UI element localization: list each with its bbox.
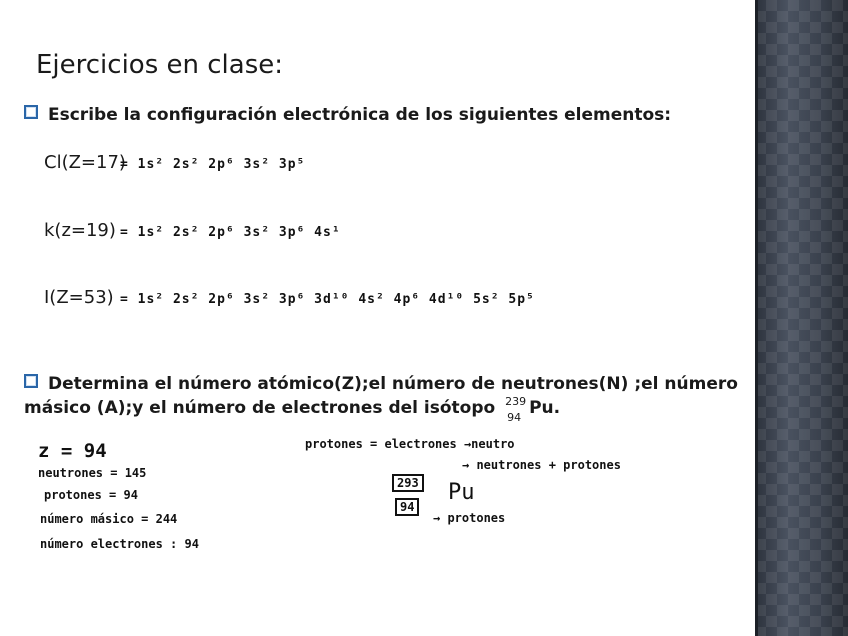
- isotope-mass: 239: [505, 395, 527, 408]
- isotope-symbol: Pu.: [529, 398, 561, 418]
- hw-box-bottom: 94: [395, 498, 419, 516]
- hw-arrow-top: → neutrones + protones: [462, 458, 621, 472]
- sidebar-edge: [755, 0, 758, 636]
- hw-arrow-bottom: → protones: [433, 511, 506, 525]
- checkbox-bullet-icon: [24, 105, 38, 119]
- hw-neutrones: neutrones = 145: [38, 466, 147, 480]
- isotope-number: 94: [507, 411, 522, 424]
- bullet-configuracion: [24, 103, 744, 127]
- hw-protones: protones = 94: [44, 488, 138, 502]
- eq-label-i: I(Z=53): [44, 287, 114, 308]
- eq-label-cl: Cl(Z=17): [44, 152, 126, 173]
- hw-masico: número másico = 244: [40, 512, 178, 526]
- bullet-text: Determina el número atómico(Z);el número de neutrones(N) ;el número másico (A);y el número de electrones del isótopo: [24, 374, 738, 418]
- hw-line1: protones = electrones →neutro: [305, 437, 515, 451]
- hw-box-top: 293: [392, 474, 424, 492]
- bullet-isotopo: [24, 372, 749, 424]
- eq-config-i: = 1s² 2s² 2p⁶ 3s² 3p⁶ 3d¹⁰ 4s² 4p⁶ 4d¹⁰ 5s² 5p⁵: [120, 292, 535, 307]
- hw-electrones: número electrones : 94: [40, 537, 199, 551]
- decorative-sidebar: [755, 0, 848, 636]
- slide-title: Ejercicios en clase:: [36, 50, 284, 80]
- eq-label-k: k(z=19): [44, 220, 116, 241]
- eq-config-cl: = 1s² 2s² 2p⁶ 3s² 3p⁵: [120, 157, 306, 172]
- hw-z: z = 94: [38, 440, 107, 462]
- hw-symbol: Pu: [448, 480, 475, 505]
- checkbox-bullet-icon: [24, 374, 38, 388]
- bullet-text: Escribe la configuración electrónica de los siguientes elementos:: [48, 105, 672, 125]
- eq-config-k: = 1s² 2s² 2p⁶ 3s² 3p⁶ 4s¹: [120, 225, 341, 240]
- isotope-notation: [505, 395, 561, 424]
